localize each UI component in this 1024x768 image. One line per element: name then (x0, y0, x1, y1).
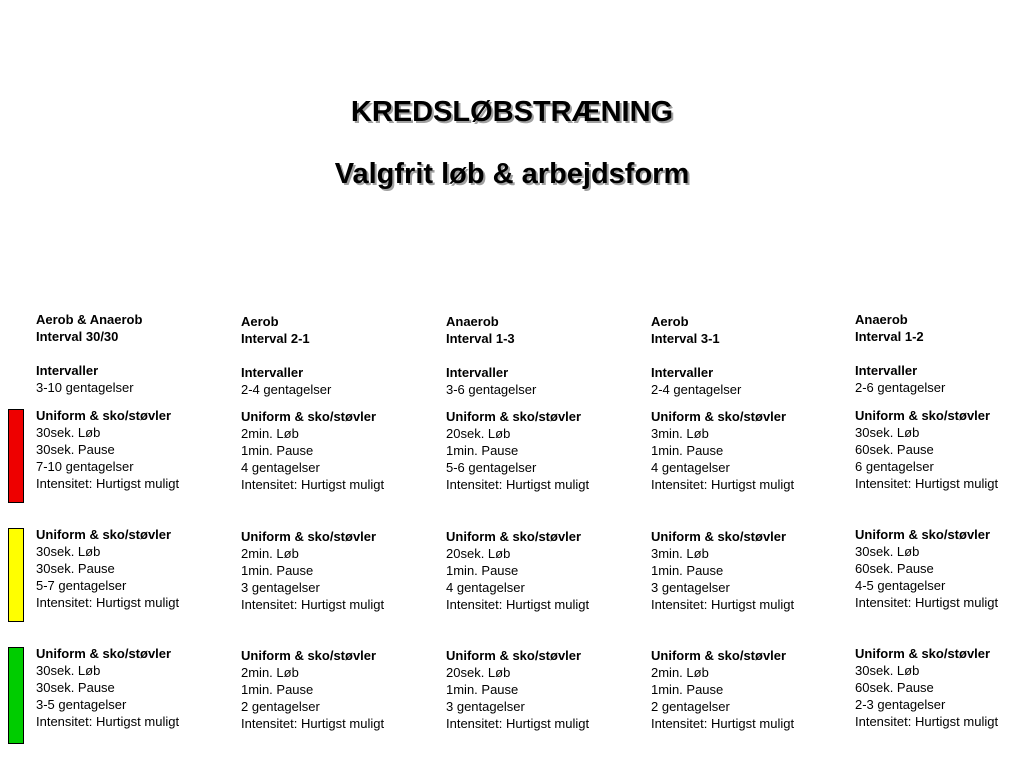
cell-head: Uniform & sko/støvler (241, 409, 377, 424)
cell-pause: 60sek. Pause (855, 561, 934, 576)
cell-intensity: Intensitet: Hurtigst muligt (36, 714, 180, 729)
cell-reps: 3 gentagelser (651, 580, 730, 595)
cell-run: 20sek. Løb (446, 546, 511, 561)
cell-intensity: Intensitet: Hurtigst muligt (651, 716, 795, 731)
cell-red (855, 407, 1020, 492)
intervals-value: 2-4 gentagelser (241, 382, 332, 397)
column-type: Anaerob (855, 312, 908, 327)
level-bar-red (8, 409, 24, 503)
cell-pause: 1min. Pause (241, 443, 314, 458)
cell-reps: 4 gentagelser (446, 580, 525, 595)
column-type: Aerob (651, 314, 689, 329)
cell-head: Uniform & sko/støvler (36, 527, 172, 542)
cell-run: 30sek. Løb (36, 663, 101, 678)
cell-intensity: Intensitet: Hurtigst muligt (446, 716, 590, 731)
cell-intensity: Intensitet: Hurtigst muligt (651, 597, 795, 612)
column-interval: Interval 3-1 (651, 331, 720, 346)
intervals-value: 3-10 gentagelser (36, 380, 134, 395)
cell-yellow (36, 526, 226, 611)
cell-intensity: Intensitet: Hurtigst muligt (241, 477, 385, 492)
cell-run: 20sek. Løb (446, 426, 511, 441)
slide-title: KREDSLØBSTRÆNING (350, 96, 674, 128)
slide-subtitle: Valgfrit løb & arbejdsform (334, 158, 690, 190)
intervals-value: 2-4 gentagelser (651, 382, 742, 397)
cell-run: 30sek. Løb (36, 425, 101, 440)
cell-reps: 3 gentagelser (241, 580, 320, 595)
intervals-value: 2-6 gentagelser (855, 380, 946, 395)
cell-pause: 60sek. Pause (855, 442, 934, 457)
cell-intensity: Intensitet: Hurtigst muligt (241, 597, 385, 612)
cell-pause: 60sek. Pause (855, 680, 934, 695)
cell-head: Uniform & sko/støvler (446, 529, 582, 544)
cell-intensity: Intensitet: Hurtigst muligt (36, 595, 180, 610)
column-interval: Interval 1-2 (855, 329, 924, 344)
cell-head: Uniform & sko/støvler (651, 409, 787, 424)
cell-intensity: Intensitet: Hurtigst muligt (855, 714, 999, 729)
cell-intensity: Intensitet: Hurtigst muligt (446, 597, 590, 612)
column-header (651, 313, 841, 347)
level-bar-green (8, 647, 24, 744)
intervals-label: Intervaller (855, 363, 918, 378)
intervals-block (855, 362, 1020, 396)
cell-run: 2min. Løb (241, 426, 299, 441)
intervals-block (241, 364, 431, 398)
cell-reps: 5-6 gentagelser (446, 460, 537, 475)
cell-intensity: Intensitet: Hurtigst muligt (855, 476, 999, 491)
cell-pause: 1min. Pause (651, 682, 724, 697)
cell-reps: 2 gentagelser (651, 699, 730, 714)
column-header (241, 313, 431, 347)
intervals-label: Intervaller (446, 365, 509, 380)
cell-run: 20sek. Løb (446, 665, 511, 680)
cell-reps: 3 gentagelser (446, 699, 525, 714)
intervals-label: Intervaller (36, 363, 99, 378)
column-interval: Interval 2-1 (241, 331, 310, 346)
intervals-value: 3-6 gentagelser (446, 382, 537, 397)
cell-reps: 6 gentagelser (855, 459, 934, 474)
cell-intensity: Intensitet: Hurtigst muligt (651, 477, 795, 492)
cell-head: Uniform & sko/støvler (36, 646, 172, 661)
cell-reps: 5-7 gentagelser (36, 578, 127, 593)
cell-pause: 1min. Pause (651, 443, 724, 458)
cell-red (446, 408, 636, 493)
cell-run: 30sek. Løb (855, 663, 920, 678)
cell-head: Uniform & sko/støvler (446, 648, 582, 663)
cell-pause: 1min. Pause (446, 682, 519, 697)
column-header (36, 311, 226, 345)
cell-yellow (855, 526, 1020, 611)
cell-green (651, 647, 841, 732)
cell-intensity: Intensitet: Hurtigst muligt (855, 595, 999, 610)
cell-reps: 2 gentagelser (241, 699, 320, 714)
cell-intensity: Intensitet: Hurtigst muligt (446, 477, 590, 492)
cell-yellow (446, 528, 636, 613)
cell-head: Uniform & sko/støvler (36, 408, 172, 423)
column-interval: Interval 1-3 (446, 331, 515, 346)
cell-pause: 1min. Pause (241, 563, 314, 578)
column-type: Anaerob (446, 314, 499, 329)
cell-run: 2min. Løb (241, 665, 299, 680)
level-bar-yellow (8, 528, 24, 622)
cell-head: Uniform & sko/støvler (651, 648, 787, 663)
cell-pause: 1min. Pause (241, 682, 314, 697)
cell-head: Uniform & sko/støvler (241, 529, 377, 544)
cell-run: 2min. Løb (651, 665, 709, 680)
intervals-block (446, 364, 636, 398)
cell-green (446, 647, 636, 732)
cell-head: Uniform & sko/støvler (855, 646, 991, 661)
cell-intensity: Intensitet: Hurtigst muligt (36, 476, 180, 491)
cell-head: Uniform & sko/støvler (446, 409, 582, 424)
cell-red (651, 408, 841, 493)
cell-intensity: Intensitet: Hurtigst muligt (241, 716, 385, 731)
cell-pause: 30sek. Pause (36, 680, 115, 695)
cell-head: Uniform & sko/støvler (855, 527, 991, 542)
cell-head: Uniform & sko/støvler (241, 648, 377, 663)
cell-run: 3min. Løb (651, 546, 709, 561)
cell-pause: 1min. Pause (651, 563, 724, 578)
cell-head: Uniform & sko/støvler (651, 529, 787, 544)
cell-run: 30sek. Løb (855, 425, 920, 440)
cell-run: 2min. Løb (241, 546, 299, 561)
cell-pause: 30sek. Pause (36, 561, 115, 576)
column-type: Aerob (241, 314, 279, 329)
cell-yellow (651, 528, 841, 613)
cell-green (855, 645, 1020, 730)
column-header (855, 311, 1020, 345)
cell-red (241, 408, 431, 493)
intervals-label: Intervaller (241, 365, 304, 380)
cell-pause: 30sek. Pause (36, 442, 115, 457)
cell-pause: 1min. Pause (446, 443, 519, 458)
cell-yellow (241, 528, 431, 613)
cell-green (241, 647, 431, 732)
cell-reps: 3-5 gentagelser (36, 697, 127, 712)
cell-reps: 4-5 gentagelser (855, 578, 946, 593)
cell-run: 3min. Løb (651, 426, 709, 441)
cell-red (36, 407, 226, 492)
intervals-block (36, 362, 226, 396)
cell-green (36, 645, 226, 730)
column-interval: Interval 30/30 (36, 329, 119, 344)
intervals-block (651, 364, 841, 398)
column-header (446, 313, 636, 347)
cell-head: Uniform & sko/støvler (855, 408, 991, 423)
cell-run: 30sek. Løb (36, 544, 101, 559)
cell-reps: 4 gentagelser (651, 460, 730, 475)
cell-run: 30sek. Løb (855, 544, 920, 559)
cell-reps: 2-3 gentagelser (855, 697, 946, 712)
intervals-label: Intervaller (651, 365, 714, 380)
cell-reps: 4 gentagelser (241, 460, 320, 475)
column-type: Aerob & Anaerob (36, 312, 143, 327)
cell-reps: 7-10 gentagelser (36, 459, 134, 474)
cell-pause: 1min. Pause (446, 563, 519, 578)
